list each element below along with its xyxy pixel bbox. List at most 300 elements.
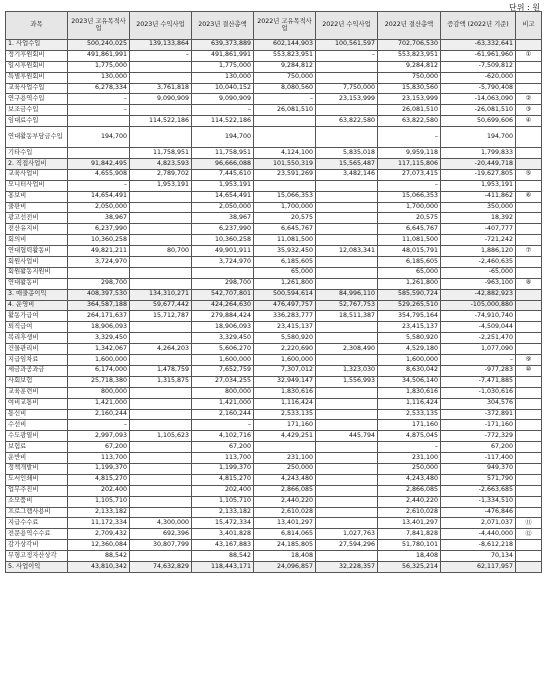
cell-2023-profit <box>130 453 192 464</box>
table-row <box>6 61 542 72</box>
table-row <box>6 246 542 257</box>
cell-2023-nonprofit: 25,718,380 <box>68 376 130 387</box>
cell-subject: 지급임차료 <box>6 355 68 366</box>
cell-2022-profit <box>316 213 378 224</box>
cell-change: 1,886,120 <box>441 246 516 257</box>
cell-2022-nonprofit: 2,610,028 <box>254 507 316 518</box>
cell-2022-profit: 1,027,763 <box>316 529 378 540</box>
cell-2023-profit: 11,758,951 <box>130 148 192 159</box>
cell-note <box>516 398 542 409</box>
cell-change: -407,777 <box>441 224 516 235</box>
cell-2022-profit <box>316 420 378 431</box>
cell-2023-nonprofit: 1,775,000 <box>68 61 130 72</box>
cell-2023-nonprofit: 3,724,970 <box>68 257 130 268</box>
settlement-table <box>5 11 542 573</box>
cell-note <box>516 474 542 485</box>
cell-2023-profit <box>130 463 192 474</box>
cell-change: -963,100 <box>441 278 516 289</box>
header-2022-profit: 2022년 수익사업 <box>316 12 378 40</box>
cell-2023-profit <box>130 442 192 453</box>
cell-2023-nonprofit: 113,700 <box>68 453 130 464</box>
cell-2023-total: 14,654,491 <box>192 191 254 202</box>
table-row <box>6 496 542 507</box>
cell-2022-profit <box>316 267 378 278</box>
table-row <box>6 202 542 213</box>
table-row <box>6 551 542 562</box>
cell-2023-total: 7,445,610 <box>192 169 254 180</box>
cell-2023-total: 11,758,951 <box>192 148 254 159</box>
cell-subject: 모니터사업비 <box>6 180 68 191</box>
cell-2022-nonprofit: 1,116,424 <box>254 398 316 409</box>
cell-2022-profit: 18,511,387 <box>316 311 378 322</box>
cell-2022-nonprofit: 2,220,690 <box>254 344 316 355</box>
cell-2022-nonprofit <box>254 116 316 127</box>
cell-2023-total: – <box>192 105 254 116</box>
cell-subject: 보험료 <box>6 442 68 453</box>
cell-2023-profit <box>130 409 192 420</box>
cell-subject: 건물관리비 <box>6 344 68 355</box>
cell-2022-nonprofit <box>254 442 316 453</box>
table-row <box>6 463 542 474</box>
cell-2022-nonprofit: 15,066,353 <box>254 191 316 202</box>
cell-2023-total: 10,040,152 <box>192 83 254 94</box>
cell-note: ① <box>516 50 542 61</box>
table-row <box>6 159 542 170</box>
cell-subject: 무형고정자산상각 <box>6 551 68 562</box>
cell-2023-profit: 4,300,000 <box>130 518 192 529</box>
cell-2022-profit: 3,482,146 <box>316 169 378 180</box>
cell-note <box>516 409 542 420</box>
cell-2022-profit: 32,228,357 <box>316 561 378 573</box>
table-row <box>6 40 542 51</box>
cell-subject: 4. 운영비 <box>6 300 68 311</box>
table-row <box>6 355 542 366</box>
cell-2022-total: 51,780,101 <box>378 540 441 551</box>
table-row <box>6 387 542 398</box>
table-row <box>6 344 542 355</box>
cell-2022-profit: 84,996,110 <box>316 289 378 300</box>
cell-note <box>516 540 542 551</box>
cell-subject: 감가상각비 <box>6 540 68 551</box>
cell-note <box>516 235 542 246</box>
cell-2022-profit: 23,153,999 <box>316 94 378 105</box>
cell-2022-profit: 12,083,341 <box>316 246 378 257</box>
cell-2023-total: 43,167,883 <box>192 540 254 551</box>
cell-change: -117,400 <box>441 453 516 464</box>
cell-note <box>516 72 542 83</box>
cell-2023-nonprofit: 1,199,370 <box>68 463 130 474</box>
table-row <box>6 322 542 333</box>
cell-2023-total: 279,884,424 <box>192 311 254 322</box>
cell-2023-total: 3,329,450 <box>192 333 254 344</box>
cell-2022-total: 7,841,828 <box>378 529 441 540</box>
cell-2022-nonprofit: 18,408 <box>254 551 316 562</box>
cell-2023-total: 1,421,000 <box>192 398 254 409</box>
cell-2022-total: 585,590,724 <box>378 289 441 300</box>
table-row <box>6 191 542 202</box>
cell-change: -26,081,510 <box>441 105 516 116</box>
cell-2023-nonprofit: 2,709,432 <box>68 529 130 540</box>
cell-2022-total: – <box>378 442 441 453</box>
cell-2023-nonprofit: 2,997,093 <box>68 431 130 442</box>
cell-2023-total: 2,050,000 <box>192 202 254 213</box>
cell-2022-nonprofit: 8,080,560 <box>254 83 316 94</box>
table-row <box>6 235 542 246</box>
cell-note <box>516 213 542 224</box>
cell-2022-total: 56,325,214 <box>378 561 441 573</box>
cell-change: -2,251,470 <box>441 333 516 344</box>
cell-note <box>516 83 542 94</box>
table-row <box>6 72 542 83</box>
cell-2022-nonprofit: 602,144,903 <box>254 40 316 51</box>
cell-note <box>516 289 542 300</box>
cell-note <box>516 202 542 213</box>
cell-change: 194,700 <box>441 127 516 148</box>
cell-2023-profit: 9,090,909 <box>130 94 192 105</box>
cell-note <box>516 420 542 431</box>
cell-2022-profit <box>316 333 378 344</box>
cell-2023-nonprofit: 194,700 <box>68 127 130 148</box>
cell-2023-profit: 1,105,623 <box>130 431 192 442</box>
cell-2023-total: 4,102,716 <box>192 431 254 442</box>
cell-note: ⑦ <box>516 246 542 257</box>
header-note: 비고 <box>516 12 542 40</box>
cell-2023-profit <box>130 278 192 289</box>
cell-subject: 광고선전비 <box>6 213 68 224</box>
cell-2023-nonprofit: 12,360,084 <box>68 540 130 551</box>
cell-change: 949,370 <box>441 463 516 474</box>
cell-2022-profit <box>316 180 378 191</box>
cell-change: -372,891 <box>441 409 516 420</box>
cell-2023-profit <box>130 267 192 278</box>
cell-2022-profit <box>316 105 378 116</box>
cell-2023-nonprofit <box>68 148 130 159</box>
cell-2023-total: 2,160,244 <box>192 409 254 420</box>
cell-subject: 수도광열비 <box>6 431 68 442</box>
cell-2022-nonprofit: 4,429,251 <box>254 431 316 442</box>
table-row <box>6 431 542 442</box>
cell-2022-total: – <box>378 180 441 191</box>
unit-label: 단위 : 원 <box>509 3 540 12</box>
cell-change: -65,000 <box>441 267 516 278</box>
cell-2022-total: 2,533,135 <box>378 409 441 420</box>
cell-subject: 임대료수입 <box>6 116 68 127</box>
cell-2023-nonprofit: 2,133,182 <box>68 507 130 518</box>
cell-2023-nonprofit: 264,171,637 <box>68 311 130 322</box>
cell-change: 70,134 <box>441 551 516 562</box>
cell-2022-nonprofit: 24,096,857 <box>254 561 316 573</box>
cell-2022-profit: 445,794 <box>316 431 378 442</box>
cell-2023-total: 800,000 <box>192 387 254 398</box>
cell-2022-profit <box>316 409 378 420</box>
table-row <box>6 300 542 311</box>
cell-2023-nonprofit: – <box>68 105 130 116</box>
cell-2022-total: 9,284,812 <box>378 61 441 72</box>
table-row <box>6 398 542 409</box>
cell-2022-total: 553,823,951 <box>378 50 441 61</box>
cell-change: – <box>441 355 516 366</box>
cell-2023-nonprofit: 3,329,450 <box>68 333 130 344</box>
header-row <box>6 12 542 40</box>
cell-2022-profit: 15,565,487 <box>316 159 378 170</box>
cell-change: 1,953,191 <box>441 180 516 191</box>
cell-2022-nonprofit: 9,284,812 <box>254 61 316 72</box>
cell-subject: 연대협력활동비 <box>6 246 68 257</box>
cell-subject: 교육훈련비 <box>6 387 68 398</box>
cell-2022-total: 1,830,616 <box>378 387 441 398</box>
cell-2023-nonprofit: 2,160,244 <box>68 409 130 420</box>
table-row <box>6 180 542 191</box>
cell-2023-profit: 2,789,702 <box>130 169 192 180</box>
cell-2022-nonprofit: 4,124,100 <box>254 148 316 159</box>
cell-2023-profit <box>130 257 192 268</box>
table-row <box>6 289 542 300</box>
cell-change: -476,846 <box>441 507 516 518</box>
cell-2023-nonprofit: 49,821,211 <box>68 246 130 257</box>
cell-2023-profit <box>130 224 192 235</box>
table-row <box>6 105 542 116</box>
cell-note <box>516 507 542 518</box>
cell-change: 571,790 <box>441 474 516 485</box>
cell-2022-total: 63,822,580 <box>378 116 441 127</box>
cell-2022-profit: – <box>316 50 378 61</box>
cell-2023-nonprofit: 4,655,908 <box>68 169 130 180</box>
cell-subject: 사회보험 <box>6 376 68 387</box>
cell-2022-profit <box>316 474 378 485</box>
cell-2023-profit: 3,761,818 <box>130 83 192 94</box>
cell-2022-total: 4,243,480 <box>378 474 441 485</box>
cell-2023-profit <box>130 420 192 431</box>
cell-note <box>516 551 542 562</box>
cell-change: -1,030,616 <box>441 387 516 398</box>
cell-2023-nonprofit: 800,000 <box>68 387 130 398</box>
cell-2023-nonprofit <box>68 116 130 127</box>
table-row <box>6 561 542 573</box>
cell-2022-nonprofit: 2,440,220 <box>254 496 316 507</box>
table-row <box>6 529 542 540</box>
cell-2023-nonprofit: 4,815,270 <box>68 474 130 485</box>
cell-2022-nonprofit: 6,814,065 <box>254 529 316 540</box>
cell-2022-nonprofit: 23,591,269 <box>254 169 316 180</box>
cell-2022-nonprofit: 336,283,777 <box>254 311 316 322</box>
cell-2023-profit <box>130 105 192 116</box>
cell-2023-profit <box>130 551 192 562</box>
cell-2023-profit <box>130 485 192 496</box>
table-row <box>6 453 542 464</box>
cell-change: -8,612,218 <box>441 540 516 551</box>
cell-2023-total: 3,401,828 <box>192 529 254 540</box>
cell-subject: 5. 사업이익 <box>6 561 68 573</box>
cell-2022-nonprofit: 500,594,614 <box>254 289 316 300</box>
cell-2023-nonprofit: – <box>68 94 130 105</box>
cell-change: -74,910,740 <box>441 311 516 322</box>
table-row <box>6 442 542 453</box>
cell-2023-total: 88,542 <box>192 551 254 562</box>
cell-2023-profit <box>130 333 192 344</box>
cell-2023-total: 1,775,000 <box>192 61 254 72</box>
cell-note <box>516 267 542 278</box>
cell-subject: 업무추진비 <box>6 485 68 496</box>
cell-2022-total: 529,265,510 <box>378 300 441 311</box>
cell-2022-nonprofit: 13,401,297 <box>254 518 316 529</box>
cell-2022-total: 65,000 <box>378 267 441 278</box>
cell-change: 1,799,833 <box>441 148 516 159</box>
cell-2022-total: 250,000 <box>378 463 441 474</box>
cell-note: ⑪ <box>516 518 542 529</box>
cell-change: -620,000 <box>441 72 516 83</box>
cell-2023-total: 38,967 <box>192 213 254 224</box>
cell-subject: 전문용역수수료 <box>6 529 68 540</box>
table-row <box>6 474 542 485</box>
cell-note <box>516 453 542 464</box>
cell-change: -63,332,641 <box>441 40 516 51</box>
cell-2022-profit <box>316 257 378 268</box>
cell-subject: 소모품비 <box>6 496 68 507</box>
cell-change: -7,471,885 <box>441 376 516 387</box>
cell-2023-total: 130,000 <box>192 72 254 83</box>
cell-2022-total: 11,081,500 <box>378 235 441 246</box>
cell-2022-profit <box>316 507 378 518</box>
cell-2022-total: 1,261,800 <box>378 278 441 289</box>
cell-2023-profit <box>130 202 192 213</box>
cell-2023-total: 424,264,630 <box>192 300 254 311</box>
cell-2022-profit <box>316 518 378 529</box>
table-row <box>6 518 542 529</box>
cell-2022-total: 117,115,806 <box>378 159 441 170</box>
cell-2023-total: 67,200 <box>192 442 254 453</box>
cell-subject: 기타수입 <box>6 148 68 159</box>
cell-note <box>516 159 542 170</box>
table-row <box>6 311 542 322</box>
header-2023-total: 2023년 결산총액 <box>192 12 254 40</box>
cell-2023-profit: – <box>130 50 192 61</box>
cell-2023-nonprofit: 91,842,495 <box>68 159 130 170</box>
cell-subject: 운반비 <box>6 453 68 464</box>
cell-subject: 여비교통비 <box>6 398 68 409</box>
cell-note <box>516 300 542 311</box>
cell-change: -5,790,408 <box>441 83 516 94</box>
cell-subject: 2. 직접사업비 <box>6 159 68 170</box>
cell-change: -171,160 <box>441 420 516 431</box>
cell-change: -1,334,510 <box>441 496 516 507</box>
cell-change: 18,392 <box>441 213 516 224</box>
cell-2023-total: 298,700 <box>192 278 254 289</box>
cell-subject: 수선비 <box>6 420 68 431</box>
cell-change: 50,699,606 <box>441 116 516 127</box>
cell-2023-total: 1,600,000 <box>192 355 254 366</box>
cell-2022-nonprofit: 101,550,319 <box>254 159 316 170</box>
cell-change: -772,329 <box>441 431 516 442</box>
cell-2022-nonprofit: 6,185,605 <box>254 257 316 268</box>
cell-2022-profit <box>316 224 378 235</box>
cell-2022-total: 20,575 <box>378 213 441 224</box>
cell-2022-profit <box>316 485 378 496</box>
cell-2023-profit: 1,315,875 <box>130 376 192 387</box>
cell-note <box>516 431 542 442</box>
cell-2022-nonprofit: 11,081,500 <box>254 235 316 246</box>
cell-change: -2,663,685 <box>441 485 516 496</box>
cell-change: -4,509,044 <box>441 322 516 333</box>
cell-change: 67,200 <box>441 442 516 453</box>
cell-2023-nonprofit: 298,700 <box>68 278 130 289</box>
cell-2022-nonprofit: 1,261,800 <box>254 278 316 289</box>
table-row <box>6 540 542 551</box>
cell-2022-total: 2,866,085 <box>378 485 441 496</box>
cell-note <box>516 496 542 507</box>
cell-2022-total: 2,440,220 <box>378 496 441 507</box>
cell-note <box>516 224 542 235</box>
cell-2022-total: 23,415,137 <box>378 322 441 333</box>
cell-2023-total: 202,400 <box>192 485 254 496</box>
table-row <box>6 420 542 431</box>
cell-2023-profit <box>130 127 192 148</box>
cell-2023-total: 2,133,182 <box>192 507 254 518</box>
cell-subject: 회원사업비 <box>6 257 68 268</box>
cell-note <box>516 322 542 333</box>
cell-2023-profit: 1,478,759 <box>130 365 192 376</box>
cell-2023-total: 113,700 <box>192 453 254 464</box>
cell-change: -20,449,718 <box>441 159 516 170</box>
cell-2023-profit <box>130 72 192 83</box>
cell-2022-total: 1,600,000 <box>378 355 441 366</box>
cell-2023-nonprofit: 408,397,530 <box>68 289 130 300</box>
cell-2022-total: 4,529,180 <box>378 344 441 355</box>
cell-change: -411,862 <box>441 191 516 202</box>
cell-2022-total: 26,081,510 <box>378 105 441 116</box>
cell-2023-total: 96,666,088 <box>192 159 254 170</box>
cell-2023-total: 1,105,710 <box>192 496 254 507</box>
cell-subject: 복리후생비 <box>6 333 68 344</box>
table-body <box>6 40 542 573</box>
cell-2022-total: 23,153,999 <box>378 94 441 105</box>
cell-2023-nonprofit: 88,542 <box>68 551 130 562</box>
table-row <box>6 278 542 289</box>
cell-2022-nonprofit: 1,830,616 <box>254 387 316 398</box>
cell-note: ④ <box>516 116 542 127</box>
cell-2022-nonprofit: 2,866,085 <box>254 485 316 496</box>
cell-2023-profit <box>130 191 192 202</box>
cell-2023-nonprofit: 1,105,710 <box>68 496 130 507</box>
cell-2022-nonprofit: 5,580,920 <box>254 333 316 344</box>
cell-2022-profit <box>316 235 378 246</box>
cell-2022-nonprofit: 6,645,767 <box>254 224 316 235</box>
cell-2022-profit <box>316 398 378 409</box>
cell-2023-total: 10,360,258 <box>192 235 254 246</box>
cell-subject: 홍보비 <box>6 191 68 202</box>
cell-note <box>516 485 542 496</box>
cell-2023-nonprofit: 43,810,342 <box>68 561 130 573</box>
cell-2023-profit: 59,677,442 <box>130 300 192 311</box>
cell-2023-total: 639,373,889 <box>192 40 254 51</box>
cell-2023-nonprofit: 67,200 <box>68 442 130 453</box>
cell-2023-nonprofit: 500,240,025 <box>68 40 130 51</box>
cell-2023-nonprofit: 10,360,258 <box>68 235 130 246</box>
cell-2022-total: 13,401,297 <box>378 518 441 529</box>
cell-note <box>516 311 542 322</box>
cell-2022-profit <box>316 453 378 464</box>
cell-note <box>516 40 542 51</box>
cell-subject: 연대활동비 <box>6 278 68 289</box>
cell-subject: 프로그램사용비 <box>6 507 68 518</box>
cell-2022-nonprofit: 26,081,510 <box>254 105 316 116</box>
cell-subject: 3. 매출총이익 <box>6 289 68 300</box>
table-row <box>6 267 542 278</box>
cell-2023-total: 5,606,270 <box>192 344 254 355</box>
cell-change: -61,961,960 <box>441 50 516 61</box>
cell-2022-profit: 1,323,030 <box>316 365 378 376</box>
table-row <box>6 507 542 518</box>
cell-2023-profit: 4,264,203 <box>130 344 192 355</box>
